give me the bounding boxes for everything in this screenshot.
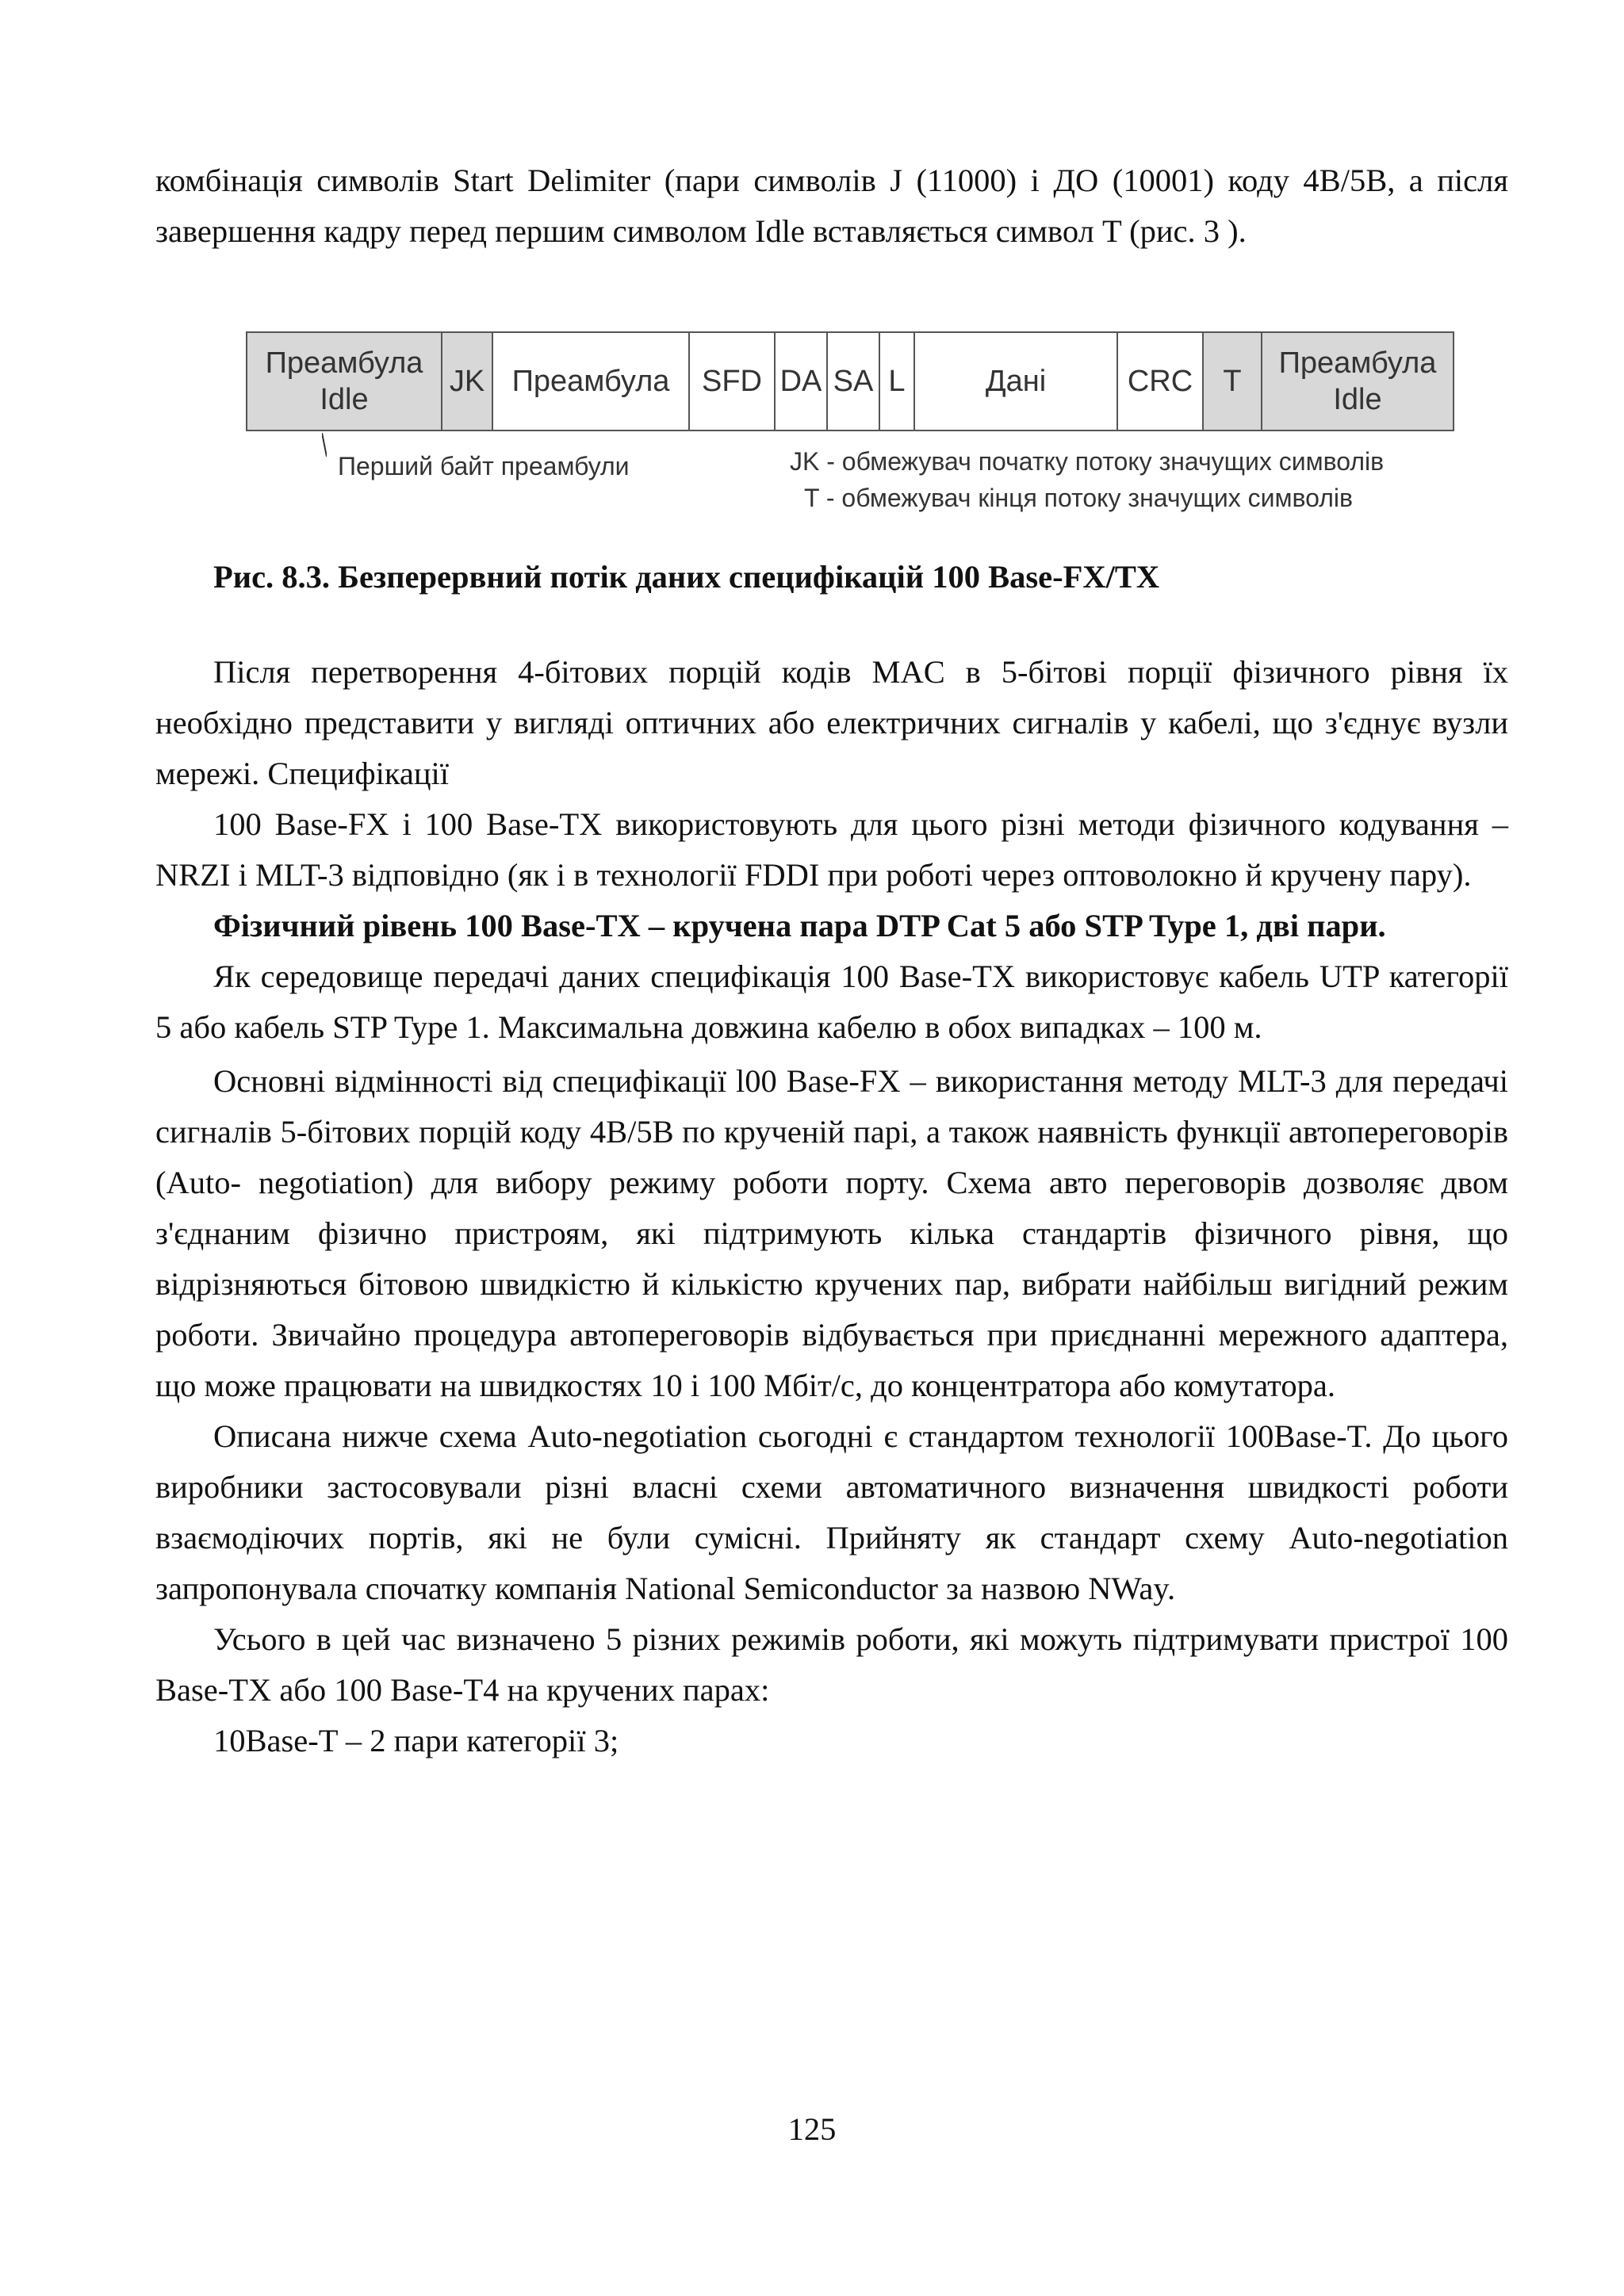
cell-label: DA xyxy=(779,365,822,398)
note-jk: JK - обмежувач початку потоку значущих символів xyxy=(790,447,1385,476)
cell-label: CRC xyxy=(1127,365,1193,398)
cell-label: Преамбула xyxy=(511,365,670,398)
frame-cell-t xyxy=(1202,331,1262,431)
first-byte-pointer xyxy=(322,433,327,457)
frame-cells-row xyxy=(246,331,1454,431)
cell-label: Преамбула Idle xyxy=(265,346,423,416)
intro-paragraph: комбінація символів Start Delimiter (пари символів J (11000) і ДО (10001) коду 4B/5B, а після завершення кадру перед першим символом Idle вставляється символ T (рис. 3 ). xyxy=(155,163,1508,249)
frame-cell-data xyxy=(914,331,1118,431)
frame-cell-preamble xyxy=(492,331,690,431)
cell-label: Дані xyxy=(985,365,1047,398)
paragraph: Основні відмінності від специфікації l00 Base-FX – використання методу MLT-3 для передачі сигналів 5-бітових порцій коду 4B/5B по крученій парі, а також наявність функції автопереговорів (Auto- negotiation) для вибору режиму роботи порту. Схема авто переговорів дозволяє двом з'єднаним фізично пристроям, які підтримують кілька стандартів фізичного рівня, що відрізняються бітовою швидкістю й кількістю кручених пар, вибрати найбільш вигідний режим роботи. Звичайно процедура автопереговорів відбувається при приєднанні мережного адаптера, що може працювати на швидкостях 10 і 100 Мбіт/с, до концентратора або комутатора. xyxy=(155,1063,1508,1403)
note-first-byte: Перший байт преамбули xyxy=(338,452,630,480)
body-text xyxy=(155,647,1508,1766)
cell-label: SFD xyxy=(702,365,762,398)
paragraph: Усього в цей час визначено 5 різних режимів роботи, які можуть підтримувати пристрої 100 Base-TX або 100 Base-T4 на кручених парах: xyxy=(155,1621,1508,1708)
frame-cell-preamble-idle-end xyxy=(1261,331,1454,431)
frame-cell-sfd xyxy=(688,331,776,431)
paragraph: 100 Base-FX і 100 Base-TX використовують для цього різні методи фізичного кодування – NRZI і MLT-3 відповідно (як і в технології FDDI при роботі через оптоволокно й кручену пару). xyxy=(155,806,1508,893)
frame-cell-jk xyxy=(441,331,493,431)
paragraph: Як середовище передачі даних специфікація 100 Base-TX використовує кабель UTP категорії 5 або кабель STP Type 1. Максимальна довжина кабелю в обох випадках – 100 м. xyxy=(155,959,1508,1045)
section-heading: Фізичний рівень 100 Base-TX – кручена пара DTP Cat 5 або STP Type 1, дві пари. xyxy=(213,908,1386,943)
paragraph: 10Base-T – 2 пари категорії 3; xyxy=(213,1723,619,1758)
cell-label: T xyxy=(1223,365,1242,398)
frame-cell-preamble-idle-start xyxy=(246,331,442,431)
frame-cell-l xyxy=(879,331,915,431)
frame-stream-figure xyxy=(246,331,1475,530)
cell-label: Преамбула Idle xyxy=(1278,346,1437,416)
paragraph: Описана нижче схема Auto-negotiation сьогодні є стандартом технології 100Base-T. До цього виробники застосовували різні власні схеми автоматичного визначення швидкості роботи взаємодіючих портів, які не були сумісні. Прийняту як стандарт схему Auto-negotiation запропонувала спочатку компанія National Semiconductor за назвою NWay. xyxy=(155,1418,1508,1606)
note-t: T - обмежувач кінця потоку значущих символів xyxy=(804,484,1354,512)
frame-cell-crc xyxy=(1116,331,1204,431)
cell-label: JK xyxy=(449,365,485,398)
intro-block xyxy=(155,155,1508,257)
cell-label: L xyxy=(888,365,906,398)
cell-label: SA xyxy=(833,365,874,398)
figure-caption: Рис. 8.3. Безперервний потік даних специфікацій 100 Base-FX/TX xyxy=(213,559,1160,595)
frame-cell-da xyxy=(774,331,828,431)
frame-cell-sa xyxy=(826,331,880,431)
paragraph: Після перетворення 4-бітових порцій кодів MAC в 5-бітові порції фізичного рівня їх необхідно представити у вигляді оптичних або електричних сигналів у кабелі, що з'єднує вузли мережі. Специфікації xyxy=(155,654,1508,791)
page-number: 125 xyxy=(787,2111,837,2147)
